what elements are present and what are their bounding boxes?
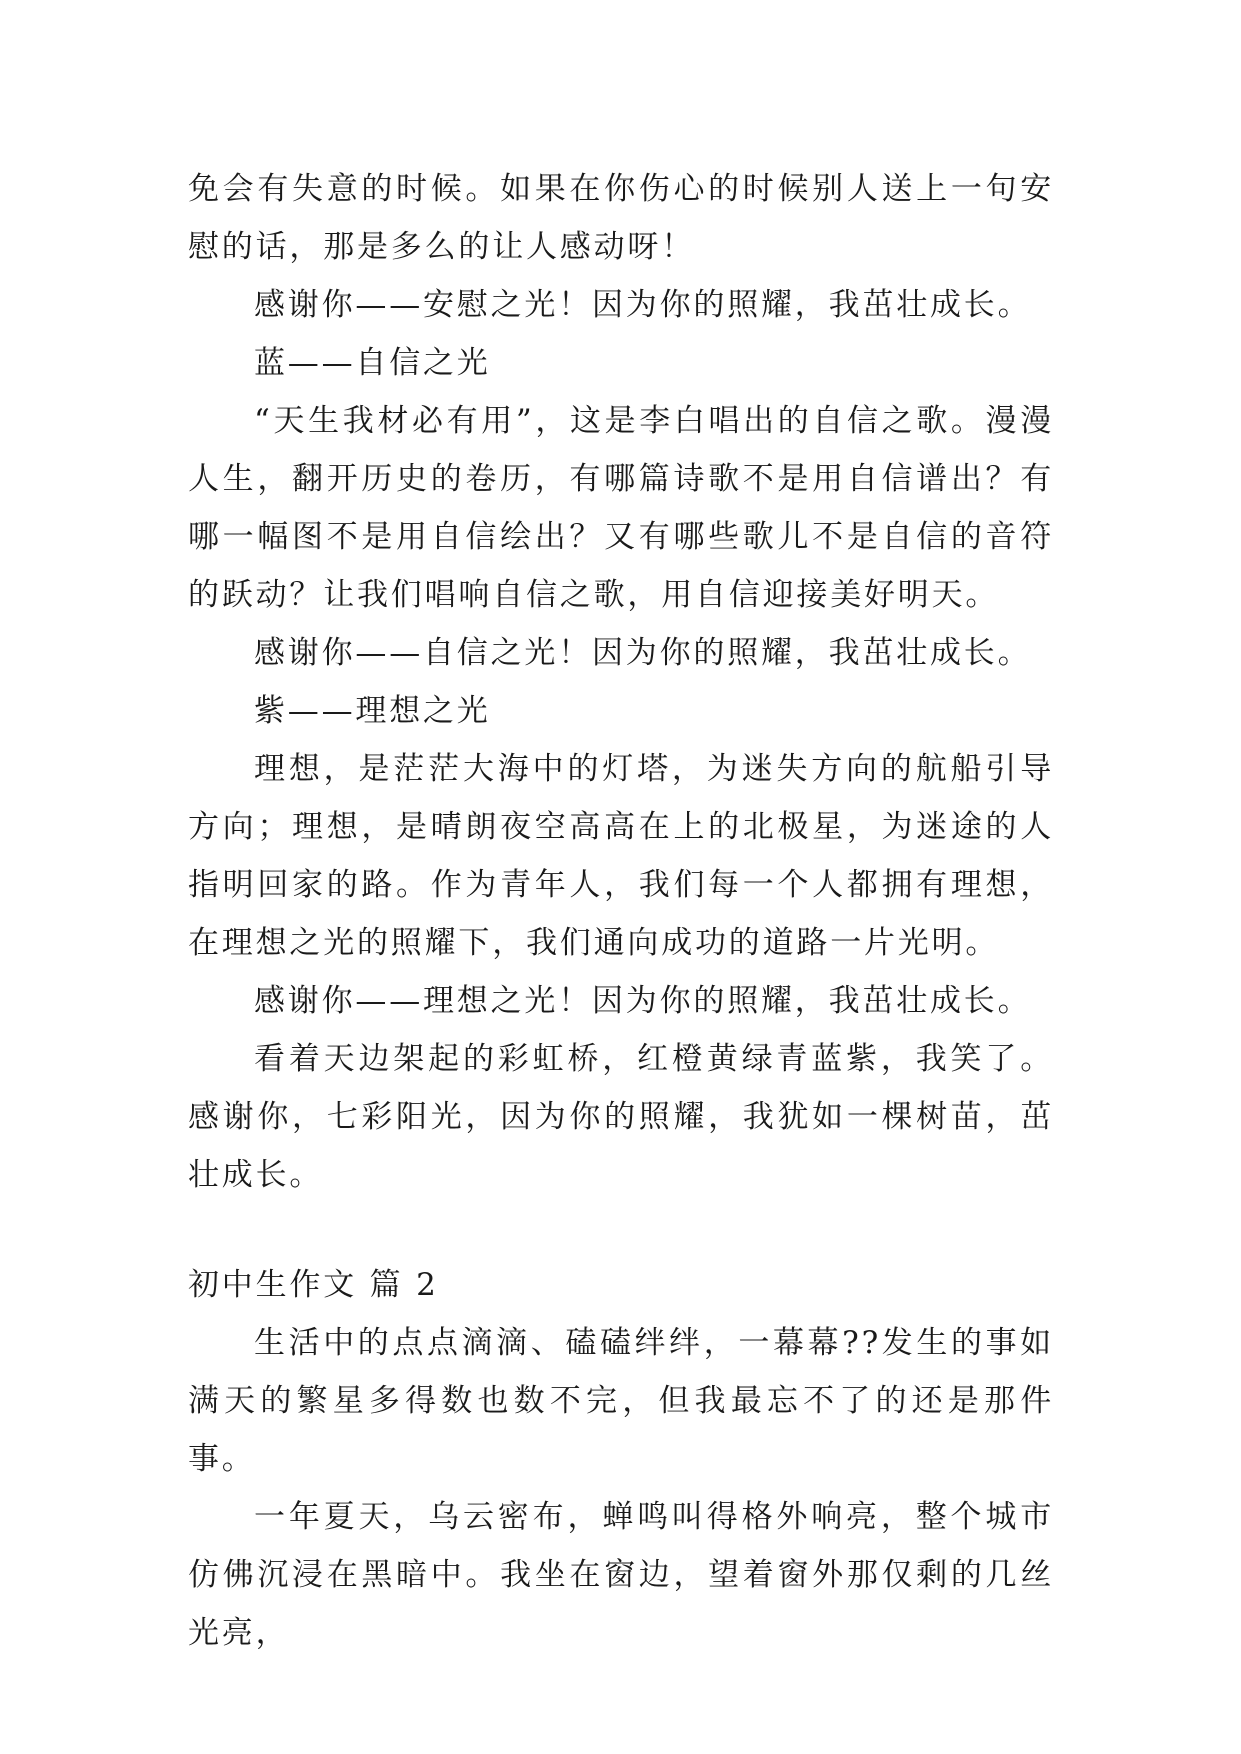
paragraph: 理想，是茫茫大海中的灯塔，为迷失方向的航船引导方向；理想，是晴朗夜空高高在上的北极星，为迷途的人指明回家的路。作为青年人，我们每一个人都拥有理想，在理想之光的照耀下，我们通向成功的道路一片光明。	[188, 751, 1054, 961]
section-gap	[188, 1204, 1054, 1256]
paragraph: 免会有失意的时候。如果在你伤心的时候别人送上一句安慰的话，那是多么的让人感动呀！	[188, 171, 1054, 265]
paragraph: 看着天边架起的彩虹桥，红橙黄绿青蓝紫，我笑了。感谢你，七彩阳光，因为你的照耀，我犹如一棵树苗，茁壮成长。	[188, 1041, 1054, 1193]
subheading: 紫——理想之光	[254, 693, 491, 729]
paragraph: 感谢你——安慰之光！因为你的照耀，我茁壮成长。	[254, 287, 1032, 323]
subheading: 蓝——自信之光	[254, 345, 491, 381]
paragraph: 感谢你——自信之光！因为你的照耀，我茁壮成长。	[254, 635, 1032, 671]
paragraph: 感谢你——理想之光！因为你的照耀，我茁壮成长。	[254, 983, 1032, 1019]
paragraph: 生活中的点点滴滴、磕磕绊绊，一幕幕??发生的事如满天的繁星多得数也数不完，但我最忘不了的还是那件事。	[188, 1325, 1054, 1477]
document-page	[188, 160, 1054, 1662]
section-title: 初中生作文 篇 2	[188, 1267, 439, 1303]
paragraph: 一年夏天，乌云密布，蝉鸣叫得格外响亮，整个城市仿佛沉浸在黑暗中。我坐在窗边，望着窗外那仅剩的几丝光亮，	[188, 1499, 1054, 1651]
paragraph: “天生我材必有用”，这是李白唱出的自信之歌。漫漫人生，翻开历史的卷历，有哪篇诗歌不是用自信谱出？有哪一幅图不是用自信绘出？又有哪些歌儿不是自信的音符的跃动？让我们唱响自信之歌，用自信迎接美好明天。	[188, 403, 1054, 613]
